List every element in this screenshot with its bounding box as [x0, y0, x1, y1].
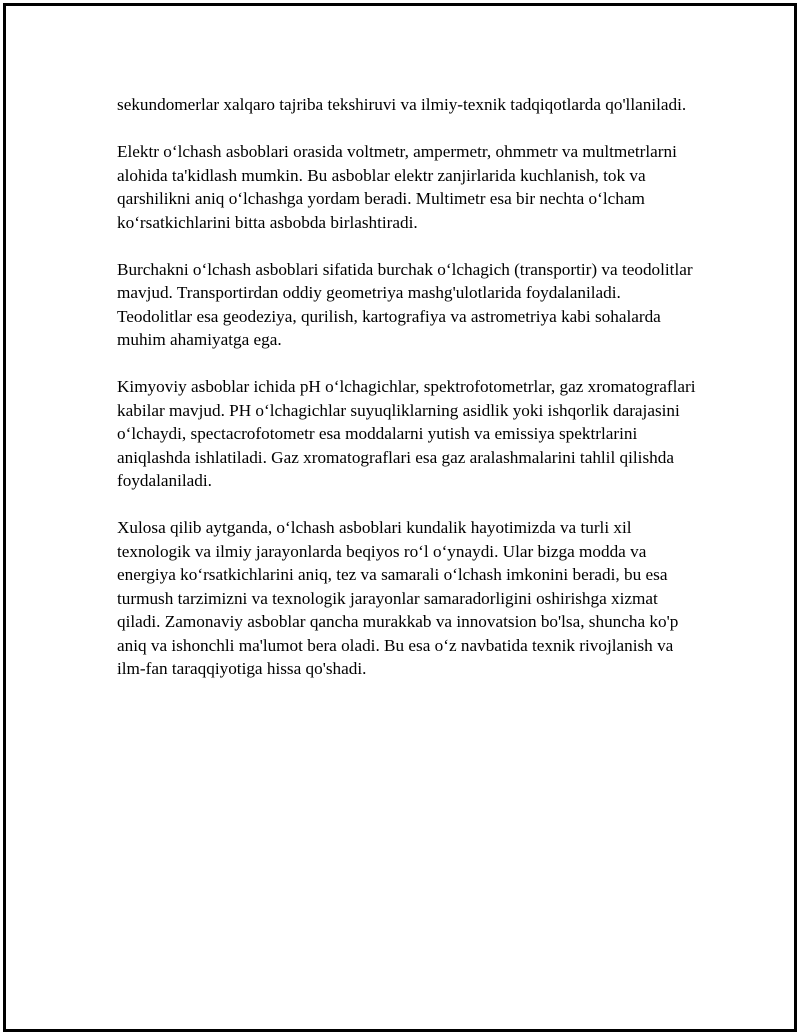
paragraph-4: Kimyoviy asboblar ichida pH o‘lchagichlar, spektrofotometrlar, gaz xromatograflari kabilar mavjud. PH o‘lchagichlar suyuqliklarning asidlik yoki ishqorlik darajasini o‘lchaydi, spectacrofotometr esa moddalarni yutish va emissiya spektrlarini aniqlashda ishlatiladi. Gaz xromatograflari esa gaz aralashmalarini tahlil qilishda foydalaniladi. [117, 377, 696, 490]
paragraph-1: sekundomerlar xalqaro tajriba tekshiruvi va ilmiy-texnik tadqiqotlarda qo'llaniladi. [117, 95, 687, 114]
document-body [117, 93, 697, 704]
paragraph-2: Elektr o‘lchash asboblari orasida voltmetr, ampermetr, ohmmetr va multmetrlarni alohida ta'kidlash mumkin. Bu asboblar elektr zanjirlarida kuchlanish, tok va qarshilikni aniq o‘lchashga yordam beradi. Multimetr esa bir nechta o‘lcham ko‘rsatkichlarini bitta asbobda birlashtiradi. [117, 142, 677, 232]
paragraph-5: Xulosa qilib aytganda, o‘lchash asboblari kundalik hayotimizda va turli xil texnologik va ilmiy jarayonlarda beqiyos ro‘l o‘ynaydi. Ular bizga modda va energiya ko‘rsatkichlarini aniq, tez va samarali o‘lchash imkonini beradi, bu esa turmush tarzimizni va texnologik jarayonlar samaradorligini oshirishga xizmat qiladi. Zamonaviy asboblar qancha murakkab va innovatsion bo'lsa, shuncha ko'p aniq va ishonchli ma'lumot bera oladi. Bu esa o‘z navbatida texnik rivojlanish va ilm-fan taraqqiyotiga hissa qo'shadi. [117, 518, 679, 678]
paragraph-3: Burchakni o‘lchash asboblari sifatida burchak o‘lchagich (transportir) va teodolitlar mavjud. Transportirdan oddiy geometriya mashg'ulotlarida foydalaniladi. Teodolitlar esa geodeziya, qurilish, kartografiya va astrometriya kabi sohalarda muhim ahamiyatga ega. [117, 259, 693, 349]
